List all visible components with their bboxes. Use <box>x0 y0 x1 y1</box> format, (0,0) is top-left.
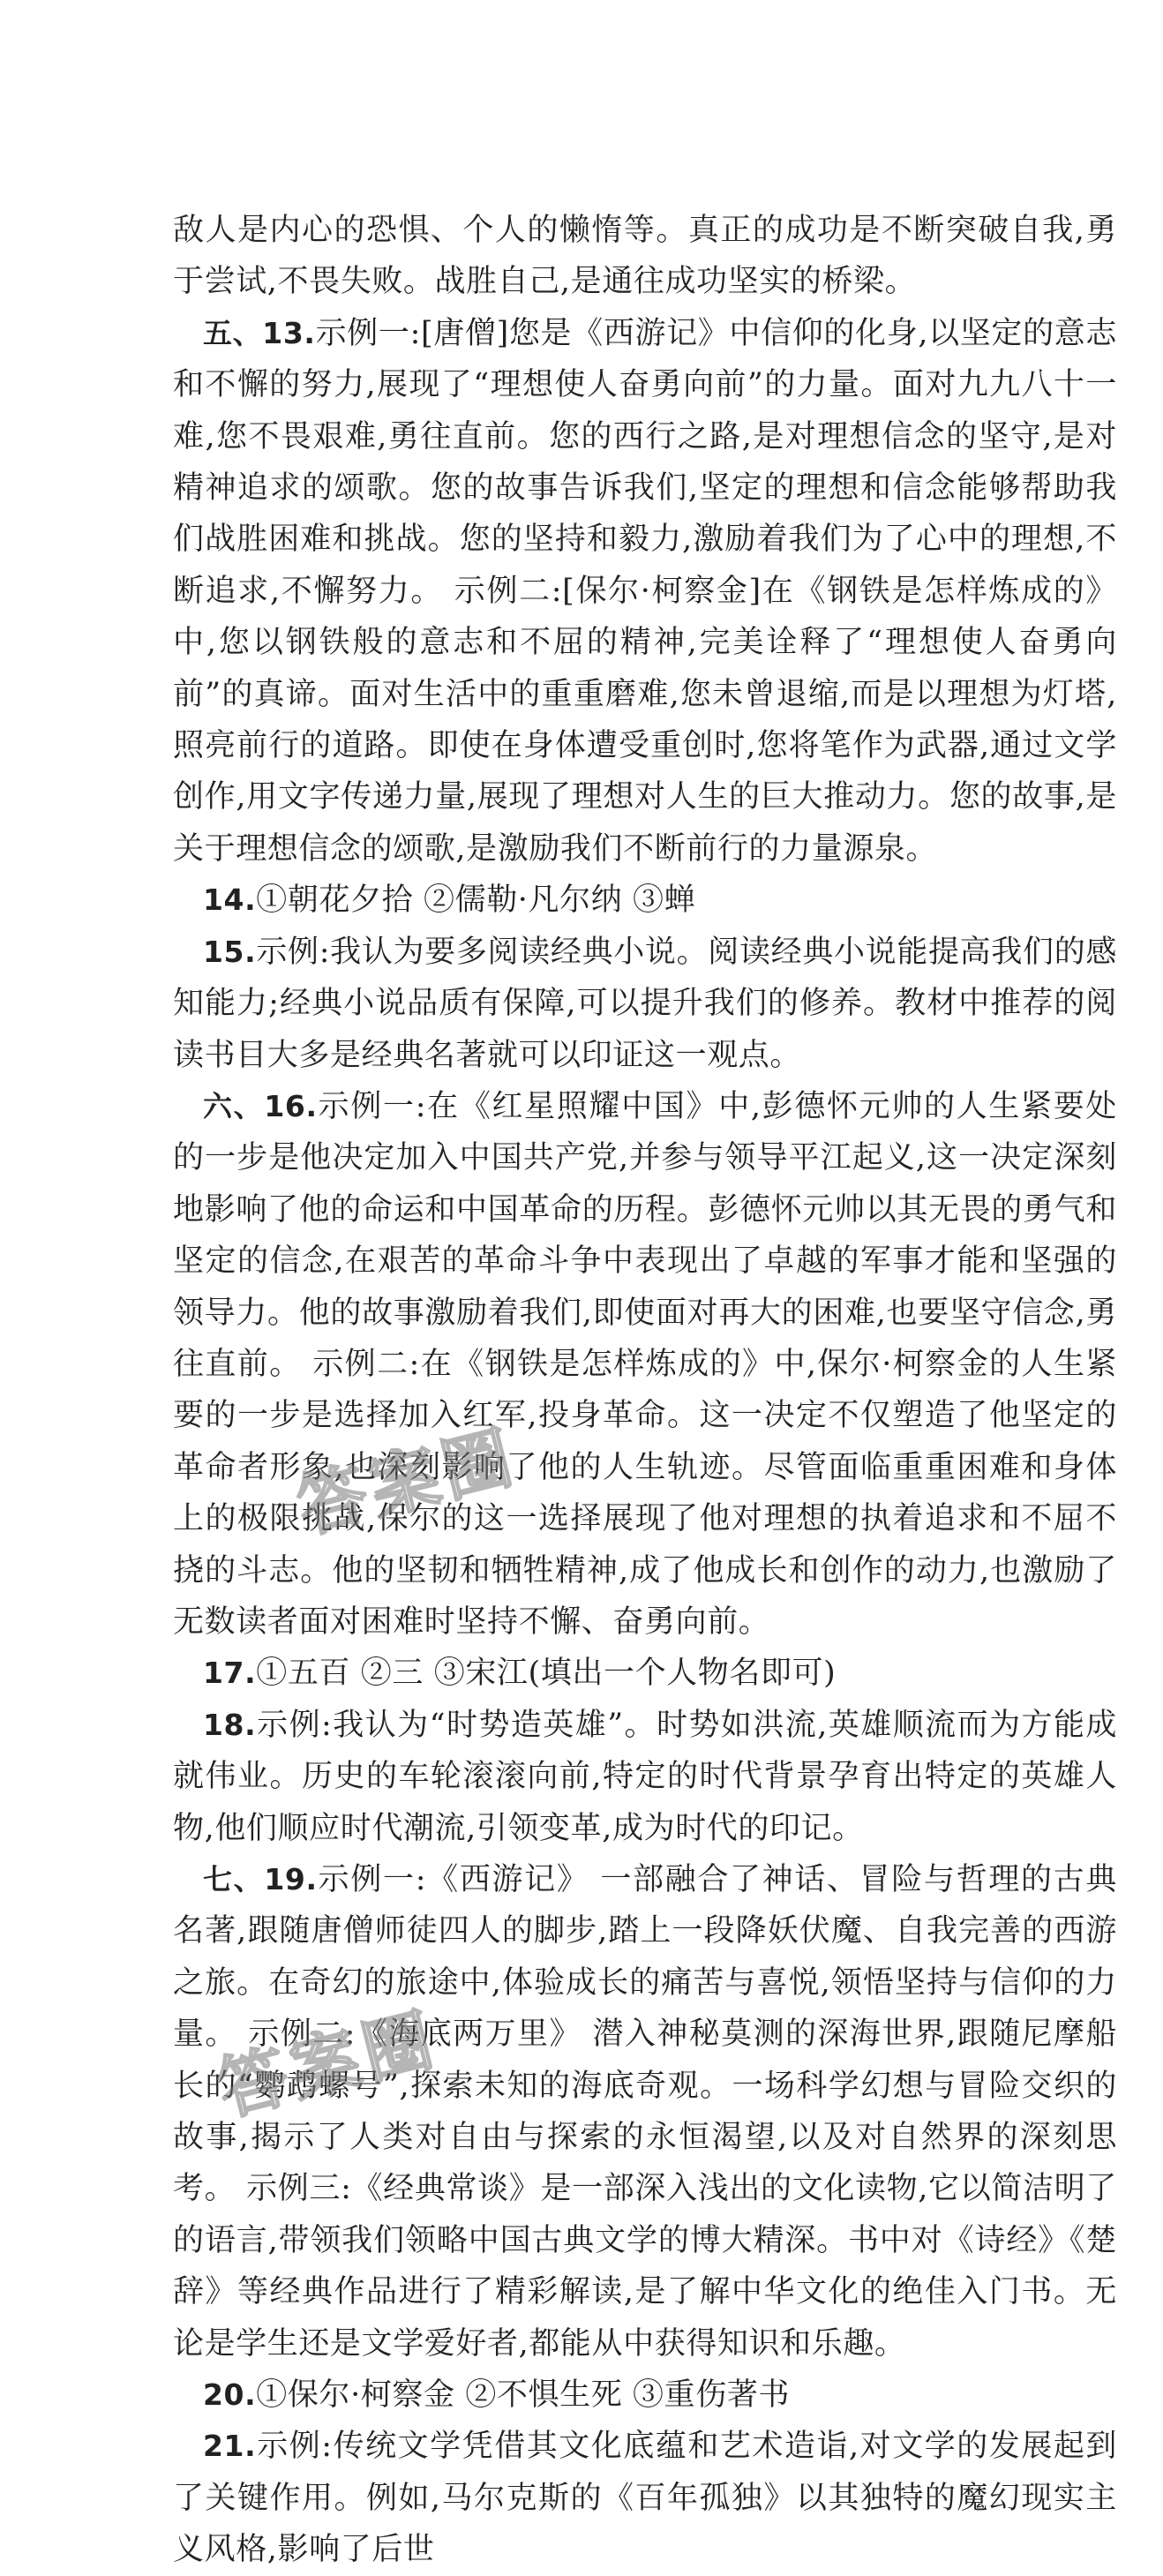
answer-16 <box>173 1081 1117 1648</box>
answer-text: 示例:我认为“时势造英雄”。时势如洪流,英雄顺流而为方能成就伟业。历史的车轮滚滚向前,特定的时代背景孕育出特定的英雄人物,他们顺应时代潮流,引领变革,成为时代的印记。 <box>173 1707 1117 1846</box>
question-number: 14. <box>203 882 257 918</box>
answer-17 <box>173 1648 1117 1699</box>
answer-text: 示例一:[唐僧]您是《西游记》中信仰的化身,以坚定的意志和不懈的努力,展现了“理想使人奋勇向前”的力量。面对九九八十一难,您不畏艰难,勇往直前。您的西行之路,是对理想信念的坚守,是对精神追求的颂歌。您的故事告诉我们,坚定的理想和信念能够帮助我们战胜困难和挑战。您的坚持和毅力,激励着我们为了心中的理想,不断追求,不懈努力。 示例二:[保尔·柯察金]在《钢铁是怎样炼成的》中,您以钢铁般的意志和不屈的精神,完美诠释了“理想使人奋勇向前”的真谛。面对生活中的重重磨难,您未曾退缩,而是以理想为灯塔,照亮前行的道路。即使在身体遭受重创时,您将笔作为武器,通过文学创作,用文字传递力量,展现了理想对人生的巨大推动力。您的故事,是关于理想信念的颂歌,是激励我们不断前行的力量源泉。 <box>173 315 1117 867</box>
question-number: 21. <box>203 2429 257 2464</box>
answer-14 <box>173 875 1117 926</box>
question-number: 20. <box>203 2377 257 2413</box>
question-number: 17. <box>203 1656 257 1691</box>
answer-18 <box>173 1700 1117 1854</box>
question-number: 15. <box>203 934 257 969</box>
answer-15 <box>173 927 1117 1081</box>
answer-19 <box>173 1854 1117 2369</box>
watermark-logo: 答案圈 <box>289 1417 525 1549</box>
answer-text: 示例:传统文学凭借其文化底蕴和艺术造诣,对文学的发展起到了关键作用。例如,马尔克斯的《百年孤独》以其独特的魔幻现实主义风格,影响了后世 <box>173 2429 1117 2568</box>
answer-13 <box>173 308 1117 875</box>
answer-text: 示例:我认为要多阅读经典小说。阅读经典小说能提高我们的感知能力;经典小说品质有保障,可以提升我们的修养。教材中推荐的阅读书目大多是经典名著就可以印证这一观点。 <box>173 934 1117 1073</box>
question-number: 七、19. <box>203 1862 318 1896</box>
question-number: 六、16. <box>203 1088 318 1123</box>
question-number: 18. <box>203 1707 257 1742</box>
question-number: 五、13. <box>203 315 316 350</box>
watermark-logo: 答案圈 <box>210 2000 446 2131</box>
answer-text: ①朝花夕拾 ②儒勒·凡尔纳 ③蝉 <box>256 882 696 919</box>
answer-text: ①保尔·柯察金 ②不惧生死 ③重伤著书 <box>256 2377 791 2414</box>
answer-20 <box>173 2369 1117 2421</box>
answer-text: 示例一:在《红星照耀中国》中,彭德怀元帅的人生紧要处的一步是他决定加入中国共产党,并参与领导平江起义,这一决定深刻地影响了他的命运和中国革命的历程。彭德怀元帅以其无畏的勇气和坚定的信念,在艰苦的革命斗争中表现出了卓越的军事才能和坚强的领导力。他的故事激励着我们,即使面对再大的困难,也要坚守信念,勇往直前。 示例二:在《钢铁是怎样炼成的》中,保尔·柯察金的人生紧要的一步是选择加入红军,投身革命。这一决定不仅塑造了他坚定的革命者形象,也深刻影响了他的人生轨迹。尽管面临重重困难和身体上的极限挑战,保尔的这一选择展现了他对理想的执着追求和不屈不挠的斗志。他的坚韧和牺牲精神,成了他成长和创作的动力,也激励了无数读者面对困难时坚持不懈、奋勇向前。 <box>173 1088 1117 1640</box>
answer-text: 示例一:《西游记》 一部融合了神话、冒险与哲理的古典名著,跟随唐僧师徒四人的脚步,踏上一段降妖伏魔、自我完善的西游之旅。在奇幻的旅途中,体验成长的痛苦与喜悦,领悟坚持与信仰的力量。 示例二:《海底两万里》 潜入神秘莫测的深海世界,跟随尼摩船长的“鹦鹉螺号”,探索未知的海底奇观。一场科学幻想与冒险交织的故事,揭示了人类对自由与探索的永恒渴望,以及对自然界的深刻思考。 示例三:《经典常谈》是一部深入浅出的文化读物,它以简洁明了的语言,带领我们领略中国古典文学的博大精深。书中对《诗经》《楚辞》等经典作品进行了精彩解读,是了解中华文化的绝佳入门书。无论是学生还是文学爱好者,都能从中获得知识和乐趣。 <box>173 1862 1117 2362</box>
answer-text: ①五百 ②三 ③宋江(填出一个人物名即可) <box>256 1656 837 1692</box>
paragraph-intro: 敌人是内心的恐惧、个人的懒惰等。真正的成功是不断突破自我,勇于尝试,不畏失败。战胜自己,是通往成功坚实的桥梁。 <box>173 213 1117 300</box>
answer-21 <box>173 2421 1117 2575</box>
